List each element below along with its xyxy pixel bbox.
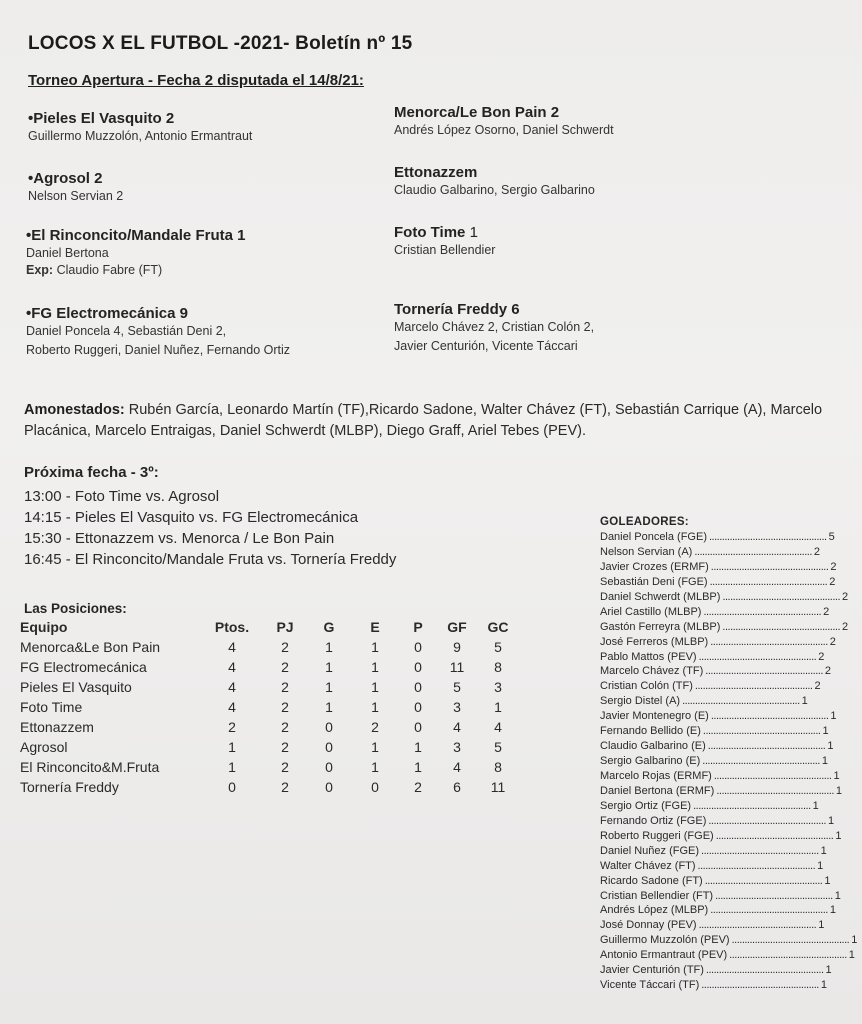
stat-cell: 1: [325, 699, 333, 715]
leader-dots: ..............................................: [694, 545, 812, 558]
scorer-name: Cristian Bellendier (FT): [600, 889, 714, 902]
scorer-goals: 2: [829, 575, 836, 588]
team-name: [394, 301, 594, 318]
leader-dots: ..............................................: [704, 874, 823, 887]
scorer-name: Daniel Poncela (FGE): [600, 531, 707, 543]
list-item: [600, 754, 828, 769]
list-item: [600, 799, 819, 814]
scorer-goals: 1: [829, 904, 836, 917]
scorer-goals: 1: [848, 949, 855, 962]
team-cell: Agrosol: [20, 739, 68, 755]
list-item: [600, 560, 837, 575]
list-item: [600, 709, 837, 724]
stat-cell: 2: [281, 759, 289, 775]
col-header: PJ: [276, 619, 294, 635]
leader-dots: ..............................................: [694, 680, 813, 693]
stat-cell: 5: [494, 639, 502, 655]
stat-cell: 9: [453, 639, 461, 655]
stat-cell: 1: [228, 739, 236, 755]
team-name: [28, 170, 123, 187]
scorer-goals: 2: [814, 680, 821, 693]
list-item: [600, 590, 849, 605]
stat-cell: 11: [490, 779, 506, 795]
cautions-label: Amonestados:: [24, 402, 125, 418]
stat-cell: 4: [494, 719, 502, 735]
leader-dots: ..............................................: [716, 784, 834, 797]
list-item: [600, 844, 827, 859]
team-cell: Foto Time: [20, 699, 83, 715]
stat-cell: 1: [325, 639, 333, 655]
team-name: [26, 227, 245, 244]
list-item: [600, 679, 821, 694]
team-name: [26, 305, 290, 322]
next-round-list: [24, 486, 396, 570]
scorer-name: Sergio Ortiz (FGE): [600, 799, 692, 812]
list-item: [600, 530, 835, 545]
list-item: [600, 948, 855, 963]
leader-dots: ..............................................: [701, 844, 819, 857]
stat-cell: 2: [281, 719, 289, 735]
stat-cell: 5: [494, 739, 502, 755]
stat-cell: 3: [494, 679, 502, 695]
table-row: [20, 697, 520, 717]
stat-cell: 0: [325, 739, 333, 755]
list-item: [600, 859, 824, 874]
leader-dots: ..............................................: [715, 829, 834, 842]
stat-cell: 0: [414, 719, 422, 735]
stat-cell: 4: [228, 679, 236, 695]
match-2-right: [394, 164, 595, 200]
scorer-name: Cristian Colón (TF): [600, 680, 693, 693]
stat-cell: 1: [371, 739, 379, 755]
stat-cell: 1: [414, 759, 422, 775]
stat-cell: 3: [453, 699, 461, 715]
stat-cell: 4: [228, 699, 236, 715]
stat-cell: 5: [453, 679, 461, 695]
cautions-text: Rubén García, Leonardo Martín (TF),Ricardo Sadone, Walter Chávez (FT), Sebastián Carrique (A), Marcelo Placánica, Marcelo Entraigas, Daniel Schwerdt (MLBP), Diego Graff, Ariel Tebes (PEV).: [24, 402, 823, 439]
scorer-name: Antonio Ermantraut (PEV): [600, 949, 728, 962]
team-score: 1: [237, 227, 246, 244]
match-4-right: [394, 301, 594, 356]
scorer-goals: 2: [813, 545, 821, 558]
expulsion-player: Claudio Fabre (FT): [56, 263, 163, 277]
scorer-name: José Donnay (PEV): [600, 919, 697, 932]
leader-dots: ..............................................: [705, 665, 823, 678]
scorer-name: Guillermo Muzzolón (PEV): [600, 934, 730, 947]
team-score: 6: [511, 301, 520, 318]
team-label: •FG Electromecánica: [26, 305, 176, 322]
stat-cell: 0: [325, 719, 333, 735]
stat-cell: 2: [228, 719, 236, 735]
list-item: [600, 724, 829, 739]
team-label: Tornería Freddy: [394, 301, 508, 318]
list-item: [600, 545, 821, 560]
col-header: P: [413, 619, 423, 635]
scorer-goals: 1: [833, 770, 840, 782]
match-3-left: [26, 227, 245, 277]
stat-cell: 4: [228, 639, 236, 655]
scorer-name: Pablo Mattos (PEV): [600, 650, 697, 663]
standings-header-row: [20, 617, 520, 637]
team-score: 2: [94, 170, 103, 187]
stat-cell: 1: [325, 679, 333, 695]
scorer-name: Sebastián Deni (FGE): [600, 575, 708, 588]
list-item: [600, 889, 841, 904]
list-item: [600, 903, 836, 918]
list-item: [600, 739, 834, 754]
scorer-name: Claudio Galbarino (E): [600, 740, 706, 753]
scorers: Daniel Bertona: [26, 246, 109, 260]
bulletin-title: LOCOS X EL FUTBOL -2021- Boletín nº 15: [28, 33, 413, 54]
stat-cell: 2: [371, 719, 379, 735]
scorer-name: Daniel Nuñez (FGE): [600, 844, 700, 857]
scorer-name: Marcelo Rojas (ERMF): [600, 770, 712, 782]
stat-cell: 2: [281, 699, 289, 715]
col-header: Ptos.: [214, 619, 250, 635]
scorer-goals: 5: [828, 531, 835, 543]
scorer-goals: 1: [820, 979, 827, 992]
leader-dots: ..............................................: [715, 889, 833, 902]
table-row: [20, 637, 520, 657]
match-1-right: [394, 104, 614, 140]
scorer-goals: 2: [823, 605, 830, 618]
scorer-name: Fernando Ortiz (FGE): [600, 814, 707, 827]
stat-cell: 0: [414, 679, 422, 695]
leader-dots: ..............................................: [707, 740, 826, 753]
round-subtitle: Torneo Apertura - Fecha 2 disputada el 14/8/21:: [28, 72, 364, 89]
stat-cell: 1: [371, 639, 379, 655]
list-item: [600, 933, 858, 948]
col-header: GC: [487, 619, 509, 635]
match-3-right: [394, 224, 495, 260]
team-name: [394, 164, 595, 181]
match-1-left: [28, 110, 252, 146]
table-row: [20, 757, 520, 777]
team-cell: FG Electromecánica: [20, 659, 147, 675]
scorer-goals: 1: [821, 755, 828, 768]
scorers: Claudio Galbarino, Sergio Galbarino: [394, 183, 595, 197]
scorer-name: Javier Crozes (ERMF): [600, 560, 709, 573]
list-item: [600, 575, 836, 590]
table-row: [20, 737, 520, 757]
stat-cell: 0: [371, 779, 379, 795]
scorer-name: Ariel Castillo (MLBP): [600, 605, 702, 618]
scorer-goals: 1: [801, 695, 808, 708]
team-score: 2: [550, 104, 560, 121]
leader-dots: ..............................................: [722, 620, 841, 633]
fixture-item: 16:45 - El Rinconcito/Mandale Fruta vs. Tornería Freddy: [24, 551, 397, 568]
team-label: •Pieles El Vasquito: [28, 110, 162, 127]
stat-cell: 8: [494, 659, 502, 675]
leader-dots: ..............................................: [729, 949, 847, 962]
scorer-name: Daniel Bertona (ERMF): [600, 784, 715, 797]
team-label: •El Rinconcito/Mandale Fruta: [26, 227, 233, 244]
leader-dots: ..............................................: [703, 605, 822, 618]
stat-cell: 11: [449, 659, 465, 675]
team-name: [28, 110, 252, 127]
scorer-goals: 1: [820, 844, 827, 857]
scorer-goals: 2: [824, 665, 832, 678]
scorer-goals: 2: [818, 650, 825, 663]
scorer-name: Sergio Galbarino (E): [600, 755, 701, 768]
stat-cell: 2: [281, 679, 289, 695]
scorers-line-1: Marcelo Chávez 2, Cristian Colón 2,: [394, 320, 595, 334]
stat-cell: 1: [371, 699, 379, 715]
list-item: [600, 814, 835, 829]
col-header: Equipo: [20, 619, 68, 635]
col-header: G: [323, 619, 335, 635]
scorers: Andrés López Osorno, Daniel Schwerdt: [394, 123, 614, 137]
list-item: [600, 694, 808, 709]
stat-cell: 2: [281, 779, 289, 795]
list-item: [600, 829, 842, 844]
table-row: [20, 777, 520, 797]
stat-cell: 1: [371, 679, 379, 695]
scorer-name: Ricardo Sadone (FT): [600, 874, 703, 887]
scorer-name: Daniel Schwerdt (MLBP): [600, 590, 721, 603]
expulsion-line: [26, 263, 245, 277]
scorers-line-2: Javier Centurión, Vicente Táccari: [394, 339, 578, 353]
scorer-goals: 1: [834, 889, 841, 902]
scorer-goals: 1: [835, 829, 842, 842]
scorer-goals: 1: [835, 784, 843, 797]
scorer-name: Nelson Servian (A): [600, 545, 693, 558]
stat-cell: 2: [414, 779, 422, 795]
stat-cell: 1: [371, 659, 379, 675]
team-name: [394, 104, 614, 121]
leader-dots: ..............................................: [713, 770, 832, 782]
team-score: 2: [165, 110, 175, 127]
scorer-name: Javier Centurión (TF): [600, 964, 704, 977]
leader-dots: ..............................................: [682, 695, 800, 708]
leader-dots: ..............................................: [693, 799, 811, 812]
stat-cell: 0: [414, 639, 422, 655]
fixture-item: 15:30 - Ettonazzem vs. Menorca / Le Bon Pain: [24, 530, 335, 547]
scorer-name: Sergio Distel (A): [600, 695, 681, 708]
scorers: Nelson Servian 2: [28, 189, 124, 203]
scorers-title: GOLEADORES:: [600, 516, 689, 528]
stat-cell: 2: [281, 659, 289, 675]
stat-cell: 2: [281, 639, 289, 655]
stat-cell: 4: [453, 759, 461, 775]
leader-dots: ..............................................: [702, 755, 820, 768]
table-row: [20, 677, 520, 697]
leader-dots: ..............................................: [709, 575, 828, 588]
scorer-goals: 2: [842, 620, 849, 633]
scorers: Cristian Bellendier: [394, 243, 496, 257]
scorer-name: Roberto Ruggeri (FGE): [600, 829, 714, 842]
scorers-line-2: Roberto Ruggeri, Daniel Nuñez, Fernando Ortiz: [26, 343, 291, 357]
scorers-line-1: Daniel Poncela 4, Sebastián Deni 2,: [26, 324, 227, 338]
stat-cell: 0: [325, 759, 333, 775]
team-cell: Pieles El Vasquito: [20, 679, 132, 695]
team-name: [394, 224, 495, 241]
stat-cell: 6: [453, 779, 461, 795]
scorer-goals: 1: [818, 919, 825, 932]
list-item: [600, 769, 840, 784]
scorer-goals: 1: [817, 859, 824, 872]
stat-cell: 1: [414, 739, 422, 755]
team-label: Foto Time: [394, 224, 466, 241]
leader-dots: ..............................................: [705, 964, 824, 977]
team-label: Menorca/Le Bon Pain: [394, 104, 547, 121]
team-label: Ettonazzem: [394, 164, 478, 181]
fixture-item: 14:15 - Pieles El Vasquito vs. FG Electromecánica: [24, 509, 359, 526]
leader-dots: ..............................................: [702, 725, 821, 738]
cautions-paragraph: [24, 400, 824, 442]
list-item: [600, 784, 843, 799]
team-label: •Agrosol: [28, 170, 90, 187]
leader-dots: ..............................................: [698, 919, 817, 932]
col-header: GF: [447, 619, 467, 635]
scorer-name: José Ferreros (MLBP): [600, 635, 709, 648]
scorer-goals: 1: [825, 964, 832, 977]
scorer-goals: 1: [827, 740, 834, 753]
leader-dots: ..............................................: [697, 859, 816, 872]
stat-cell: 1: [325, 659, 333, 675]
fixture-item: 13:00 - Foto Time vs. Agrosol: [24, 488, 220, 505]
team-cell: El Rinconcito&M.Fruta: [20, 759, 160, 775]
team-cell: Tornería Freddy: [20, 779, 119, 795]
scorer-goals: 1: [830, 710, 837, 723]
leader-dots: ..............................................: [710, 710, 829, 723]
scorer-goals: 1: [812, 799, 819, 812]
team-cell: Ettonazzem: [20, 719, 94, 735]
expulsion-label: Exp:: [26, 263, 54, 277]
stat-cell: 4: [228, 659, 236, 675]
scorer-goals: 2: [829, 635, 836, 648]
list-item: [600, 918, 825, 933]
leader-dots: ..............................................: [710, 904, 828, 917]
scorers-list: [600, 530, 858, 993]
scorer-goals: 1: [851, 934, 858, 947]
scorer-goals: 1: [822, 725, 829, 738]
standings-table: [20, 617, 520, 797]
list-item: [600, 650, 825, 665]
leader-dots: ..............................................: [722, 590, 841, 603]
scorer-name: Javier Montenegro (E): [600, 710, 709, 723]
leader-dots: ..............................................: [701, 979, 819, 992]
stat-cell: 0: [325, 779, 333, 795]
list-item: [600, 978, 827, 993]
stat-cell: 0: [228, 779, 236, 795]
table-row: [20, 657, 520, 677]
scorer-name: Vicente Táccari (TF): [600, 979, 700, 992]
stat-cell: 1: [494, 699, 502, 715]
list-item: [600, 635, 836, 650]
scorer-goals: 1: [827, 814, 835, 827]
scorer-goals: 2: [830, 560, 837, 573]
leader-dots: ..............................................: [698, 650, 817, 663]
team-score: 9: [179, 305, 188, 322]
list-item: [600, 963, 832, 978]
team-cell: Menorca&Le Bon Pain: [20, 639, 161, 655]
scorer-goals: 2: [842, 590, 849, 603]
scorer-name: Andrés López (MLBP): [600, 904, 709, 917]
leader-dots: ..............................................: [710, 560, 829, 573]
leader-dots: ..............................................: [710, 635, 828, 648]
stat-cell: 1: [371, 759, 379, 775]
list-item: [600, 874, 831, 889]
stat-cell: 8: [494, 759, 502, 775]
stat-cell: 4: [453, 719, 461, 735]
stat-cell: 0: [414, 659, 422, 675]
scorer-name: Fernando Bellido (E): [600, 725, 701, 738]
scorer-name: Gastón Ferreyra (MLBP): [600, 620, 721, 633]
scorers: Guillermo Muzzolón, Antonio Ermantraut: [28, 129, 253, 143]
match-2-left: [28, 170, 123, 206]
col-header: E: [370, 619, 380, 635]
list-item: [600, 605, 830, 620]
scorer-name: Marcelo Chávez (TF): [600, 665, 704, 678]
stat-cell: 3: [453, 739, 461, 755]
stat-cell: 2: [281, 739, 289, 755]
scorer-goals: 1: [824, 874, 831, 887]
leader-dots: ..............................................: [731, 934, 850, 947]
next-round-title: Próxima fecha - 3º:: [24, 464, 159, 481]
table-row: [20, 717, 520, 737]
team-score: 1: [469, 224, 478, 241]
scorer-name: Walter Chávez (FT): [600, 859, 696, 872]
stat-cell: 0: [414, 699, 422, 715]
list-item: [600, 620, 849, 635]
leader-dots: ..............................................: [709, 531, 827, 543]
stat-cell: 1: [228, 759, 236, 775]
match-4-left: [26, 305, 290, 360]
leader-dots: ..............................................: [708, 814, 826, 827]
standings-title: Las Posiciones:: [24, 601, 127, 616]
list-item: [600, 664, 832, 679]
